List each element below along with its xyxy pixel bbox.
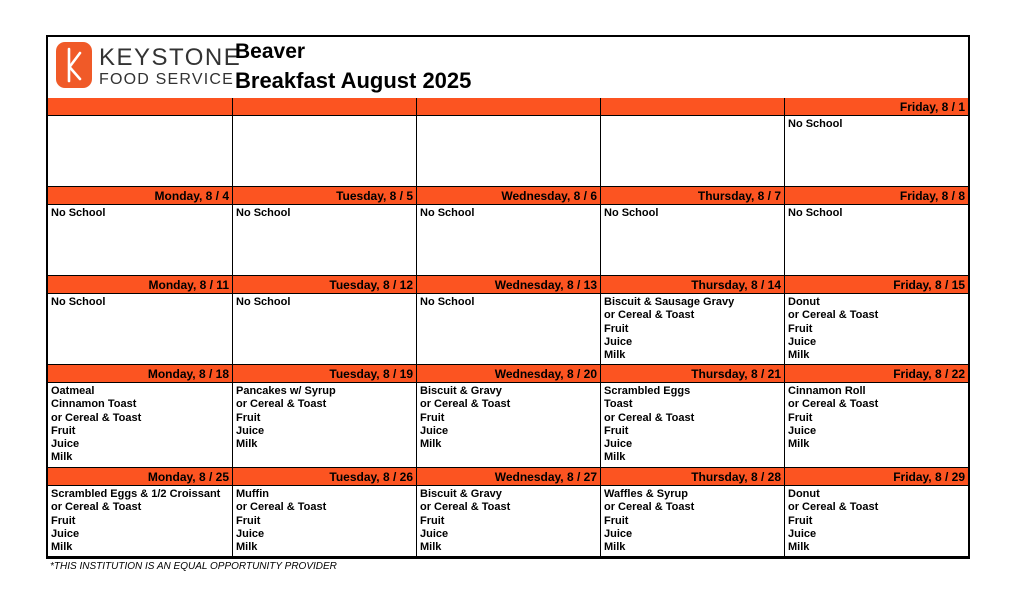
menu-item: or Cereal & Toast xyxy=(604,501,695,514)
menu-item: Milk xyxy=(788,349,810,362)
menu-header xyxy=(48,37,968,99)
day-menu-cell xyxy=(48,486,233,557)
day-header: Thursday, 8 / 14 xyxy=(601,276,785,294)
menu-item: or Cereal & Toast xyxy=(51,501,142,514)
menu-item: Milk xyxy=(604,541,626,554)
day-menu-cell xyxy=(233,116,417,187)
week-header-row xyxy=(48,187,968,205)
day-header: Monday, 8 / 18 xyxy=(48,365,233,383)
calendar-week xyxy=(48,187,968,276)
menu-item: No School xyxy=(420,207,475,219)
menu-item: Cinnamon Roll xyxy=(788,385,866,397)
menu-item: Donut xyxy=(788,296,820,308)
menu-item: or Cereal & Toast xyxy=(236,398,327,411)
menu-item: Milk xyxy=(420,541,442,554)
menu-item: Fruit xyxy=(420,514,445,527)
day-menu-cell xyxy=(48,205,233,276)
day-header: Wednesday, 8 / 27 xyxy=(417,468,601,486)
day-menu-cell xyxy=(417,116,601,187)
menu-item: Juice xyxy=(51,438,80,451)
day-menu-cell xyxy=(233,205,417,276)
week-header-row xyxy=(48,276,968,294)
menu-item: Fruit xyxy=(604,322,629,335)
menu-item: No School xyxy=(604,207,659,219)
menu-item: Fruit xyxy=(420,411,445,424)
menu-item: Scrambled Eggs & 1/2 Croissant xyxy=(51,488,221,500)
menu-item: Juice xyxy=(420,527,449,540)
calendar-week xyxy=(48,365,968,468)
menu-item: Cinnamon Toast xyxy=(51,398,137,411)
menu-item: Juice xyxy=(51,527,80,540)
menu-item: No School xyxy=(51,296,106,308)
day-menu-cell xyxy=(48,383,233,468)
menu-item: Milk xyxy=(236,438,258,451)
menu-item: Fruit xyxy=(236,411,261,424)
menu-item: Milk xyxy=(236,541,258,554)
menu-item: or Cereal & Toast xyxy=(788,309,879,322)
day-header xyxy=(48,98,233,116)
day-menu-cell xyxy=(785,116,968,187)
menu-item: or Cereal & Toast xyxy=(788,398,879,411)
day-menu-cell xyxy=(785,205,968,276)
day-header xyxy=(601,98,785,116)
menu-item: or Cereal & Toast xyxy=(420,501,511,514)
day-header: Friday, 8 / 22 xyxy=(785,365,968,383)
calendar-week xyxy=(48,468,968,557)
menu-item: Toast xyxy=(604,398,633,411)
menu-item: Oatmeal xyxy=(51,385,95,397)
menu-item: Fruit xyxy=(51,424,76,437)
menu-item: Juice xyxy=(420,424,449,437)
week-menu-row xyxy=(48,205,968,276)
day-header: Monday, 8 / 4 xyxy=(48,187,233,205)
footer-disclaimer: *THIS INSTITUTION IS AN EQUAL OPPORTUNITY PROVIDER xyxy=(50,561,337,572)
menu-item: Juice xyxy=(604,527,633,540)
school-name: Beaver xyxy=(235,40,306,63)
menu-item: Donut xyxy=(788,488,820,500)
day-menu-cell xyxy=(417,486,601,557)
menu-item: or Cereal & Toast xyxy=(51,411,142,424)
menu-item: Fruit xyxy=(604,424,629,437)
day-header: Tuesday, 8 / 12 xyxy=(233,276,417,294)
day-header: Monday, 8 / 25 xyxy=(48,468,233,486)
day-menu-cell xyxy=(785,294,968,365)
week-header-row xyxy=(48,468,968,486)
day-header: Tuesday, 8 / 19 xyxy=(233,365,417,383)
menu-item: Biscuit & Gravy xyxy=(420,488,502,500)
calendar-week xyxy=(48,98,968,187)
day-header: Friday, 8 / 1 xyxy=(785,98,968,116)
menu-item: Muffin xyxy=(236,488,269,500)
day-menu-cell xyxy=(785,383,968,468)
menu-item: or Cereal & Toast xyxy=(604,309,695,322)
week-header-row xyxy=(48,98,968,116)
menu-item: Fruit xyxy=(788,322,813,335)
menu-item: or Cereal & Toast xyxy=(236,501,327,514)
menu-item: Milk xyxy=(604,451,626,464)
day-menu-cell xyxy=(601,116,785,187)
day-menu-cell xyxy=(233,383,417,468)
menu-item: Milk xyxy=(51,451,73,464)
day-menu-cell xyxy=(785,486,968,557)
week-menu-row xyxy=(48,486,968,557)
company-logo xyxy=(56,42,242,92)
menu-item: Milk xyxy=(420,438,442,451)
menu-title: Breakfast August 2025 xyxy=(235,68,472,93)
menu-item: Milk xyxy=(51,541,73,554)
day-menu-cell xyxy=(233,486,417,557)
day-header: Wednesday, 8 / 13 xyxy=(417,276,601,294)
menu-item: Juice xyxy=(788,527,817,540)
day-menu-cell xyxy=(417,294,601,365)
day-menu-cell xyxy=(417,205,601,276)
logo-text-keystone: KEYSTONE xyxy=(99,44,242,71)
week-menu-row xyxy=(48,294,968,365)
menu-item: Fruit xyxy=(788,514,813,527)
day-header: Friday, 8 / 29 xyxy=(785,468,968,486)
menu-item: Biscuit & Gravy xyxy=(420,385,502,397)
day-header: Friday, 8 / 15 xyxy=(785,276,968,294)
day-header: Tuesday, 8 / 5 xyxy=(233,187,417,205)
calendar-week xyxy=(48,276,968,365)
day-menu-cell xyxy=(601,205,785,276)
menu-item: Milk xyxy=(788,541,810,554)
day-menu-cell xyxy=(601,383,785,468)
menu-sheet xyxy=(46,35,970,559)
menu-item: Juice xyxy=(788,335,817,348)
day-header: Monday, 8 / 11 xyxy=(48,276,233,294)
menu-item: Scrambled Eggs xyxy=(604,385,691,397)
menu-item: Milk xyxy=(788,438,810,451)
menu-item: or Cereal & Toast xyxy=(420,398,511,411)
day-header xyxy=(417,98,601,116)
menu-item: No School xyxy=(236,296,291,308)
day-header: Tuesday, 8 / 26 xyxy=(233,468,417,486)
day-menu-cell xyxy=(48,116,233,187)
menu-item: Milk xyxy=(604,349,626,362)
keystone-k-icon xyxy=(56,42,92,88)
logo-text-food-service: FOOD SERVICE xyxy=(99,71,235,88)
day-header: Thursday, 8 / 28 xyxy=(601,468,785,486)
day-header: Wednesday, 8 / 20 xyxy=(417,365,601,383)
day-header: Friday, 8 / 8 xyxy=(785,187,968,205)
calendar-grid xyxy=(48,98,968,557)
week-menu-row xyxy=(48,116,968,187)
menu-item: or Cereal & Toast xyxy=(604,411,695,424)
menu-item: Fruit xyxy=(788,411,813,424)
menu-item: Fruit xyxy=(236,514,261,527)
menu-item: Juice xyxy=(236,527,265,540)
menu-item: No School xyxy=(788,207,843,219)
menu-item: Juice xyxy=(236,424,265,437)
week-header-row xyxy=(48,365,968,383)
day-menu-cell xyxy=(601,294,785,365)
menu-item: No School xyxy=(51,207,106,219)
day-header: Thursday, 8 / 21 xyxy=(601,365,785,383)
menu-item: Biscuit & Sausage Gravy xyxy=(604,296,735,308)
day-menu-cell xyxy=(417,383,601,468)
menu-item: Juice xyxy=(788,424,817,437)
week-menu-row xyxy=(48,383,968,468)
day-menu-cell xyxy=(48,294,233,365)
menu-item: or Cereal & Toast xyxy=(788,501,879,514)
day-menu-cell xyxy=(601,486,785,557)
menu-item: Fruit xyxy=(604,514,629,527)
menu-item: Juice xyxy=(604,438,633,451)
day-header: Wednesday, 8 / 6 xyxy=(417,187,601,205)
menu-item: No School xyxy=(236,207,291,219)
menu-item: No School xyxy=(788,118,843,130)
menu-item: Juice xyxy=(604,335,633,348)
day-menu-cell xyxy=(233,294,417,365)
menu-item: Fruit xyxy=(51,514,76,527)
menu-item: No School xyxy=(420,296,475,308)
menu-item: Pancakes w/ Syrup xyxy=(236,385,336,397)
day-header xyxy=(233,98,417,116)
menu-item: Waffles & Syrup xyxy=(604,488,688,500)
day-header: Thursday, 8 / 7 xyxy=(601,187,785,205)
